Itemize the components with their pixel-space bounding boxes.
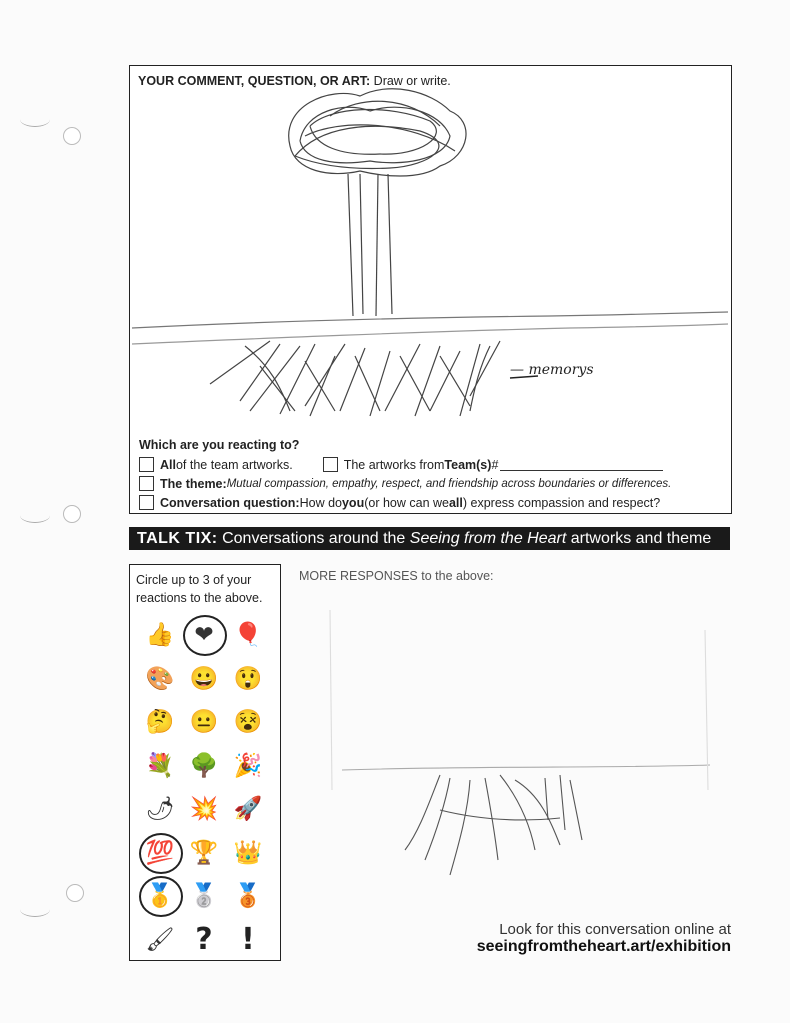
hot-pepper-icon[interactable]: 🌶 — [145, 795, 175, 822]
reactions-title-line1: Circle up to 3 of your — [136, 573, 252, 587]
heart-icon[interactable]: ❤ — [182, 613, 226, 657]
option-all — [139, 455, 729, 474]
astonished-face-icon[interactable]: 😲 — [233, 664, 263, 691]
reacting-question: Which are you reacting to? — [139, 438, 300, 452]
thinking-face-icon[interactable]: 🤔 — [145, 708, 175, 735]
opt-team-pre: The artworks from — [343, 457, 445, 472]
footer-line1: Look for this conversation online at — [499, 921, 731, 938]
neutral-face-icon[interactable]: 😐 — [189, 708, 219, 735]
binder-ring-mark — [20, 902, 50, 917]
bouquet-icon[interactable]: 💐 — [145, 751, 175, 778]
opt-team-bold: Team(s) — [444, 457, 492, 472]
exclamation-mark-icon[interactable]: ! — [241, 921, 255, 957]
more-responses-drawing — [320, 590, 720, 890]
gold-medal-icon[interactable]: 🥇 — [138, 874, 182, 918]
comment-heading — [138, 74, 451, 88]
opt-all-rest: of the team artworks. — [175, 457, 293, 472]
comment-heading-bold: YOUR COMMENT, QUESTION, OR ART: — [138, 74, 371, 88]
punch-hole — [63, 505, 81, 523]
reactions-title — [136, 571, 262, 607]
party-popper-icon[interactable]: 🎉 — [233, 751, 263, 778]
tree-icon[interactable]: 🌳 — [189, 751, 219, 778]
comment-box[interactable] — [129, 65, 732, 514]
question-mark-icon[interactable]: ? — [195, 921, 213, 957]
more-responses-label: MORE RESPONSES to the above: — [299, 569, 494, 583]
footer-url[interactable]: seeingfromtheheart.art/exhibition — [476, 938, 731, 955]
collision-icon[interactable]: 💥 — [189, 795, 219, 822]
opt-theme-rest: Mutual compassion, empathy, respect, and friendship across boundaries or differences. — [226, 477, 672, 490]
checkbox-theme[interactable] — [139, 476, 154, 491]
opt-conv-you: you — [341, 495, 365, 510]
opt-conv-c: ) express compassion and respect? — [462, 495, 661, 510]
opt-theme-bold: The theme: — [160, 476, 227, 491]
talk-tix-label: TALK TIX: — [137, 530, 218, 547]
opt-conv-a: How do — [299, 495, 342, 510]
trophy-icon[interactable]: 🏆 — [189, 838, 219, 865]
grinning-face-icon[interactable]: 😀 — [189, 664, 219, 691]
reacting-section — [139, 438, 729, 512]
punch-hole — [66, 884, 84, 902]
emoji-grid — [138, 613, 272, 961]
silver-medal-icon[interactable]: 🥈 — [189, 882, 219, 909]
handwritten-label: — memorys — [510, 362, 594, 378]
talk-tix-banner — [129, 527, 730, 550]
hundred-points-icon[interactable]: 💯 — [138, 831, 182, 875]
option-conversation — [139, 493, 729, 512]
comment-heading-rest: Draw or write. — [370, 74, 451, 88]
balloon-icon[interactable]: 🎈 — [233, 621, 263, 648]
binder-ring-mark — [20, 508, 50, 523]
binder-ring-mark — [20, 112, 50, 127]
reactions-box — [129, 564, 281, 961]
opt-conv-b: (or how can we — [364, 495, 449, 510]
opt-all-bold: All — [160, 457, 176, 472]
reactions-title-line2: reactions to the above. — [136, 591, 263, 605]
paintbrush-icon[interactable]: 🖌 — [145, 925, 175, 952]
bronze-medal-icon[interactable]: 🥉 — [233, 882, 263, 909]
team-number-line[interactable] — [500, 459, 663, 471]
thumbs-up-icon[interactable]: 👍 — [145, 621, 175, 648]
talk-tix-text-b: artworks and theme — [566, 530, 712, 547]
rocket-icon[interactable]: 🚀 — [233, 795, 263, 822]
crown-icon[interactable]: 👑 — [233, 838, 263, 865]
checkbox-team[interactable] — [323, 457, 338, 472]
option-theme — [139, 474, 729, 493]
opt-conv-all: all — [448, 495, 463, 510]
dizzy-face-icon[interactable]: 😵 — [233, 708, 263, 735]
talk-tix-text-a: Conversations around the — [217, 530, 410, 547]
opt-team-post: # — [491, 457, 499, 472]
talk-tix-title: Seeing from the Heart — [409, 530, 567, 547]
palette-icon[interactable]: 🎨 — [145, 664, 175, 691]
punch-hole — [63, 127, 81, 145]
checkbox-conversation[interactable] — [139, 495, 154, 510]
opt-conv-bold: Conversation question: — [160, 495, 300, 510]
checkbox-all[interactable] — [139, 457, 154, 472]
footer — [477, 921, 731, 956]
